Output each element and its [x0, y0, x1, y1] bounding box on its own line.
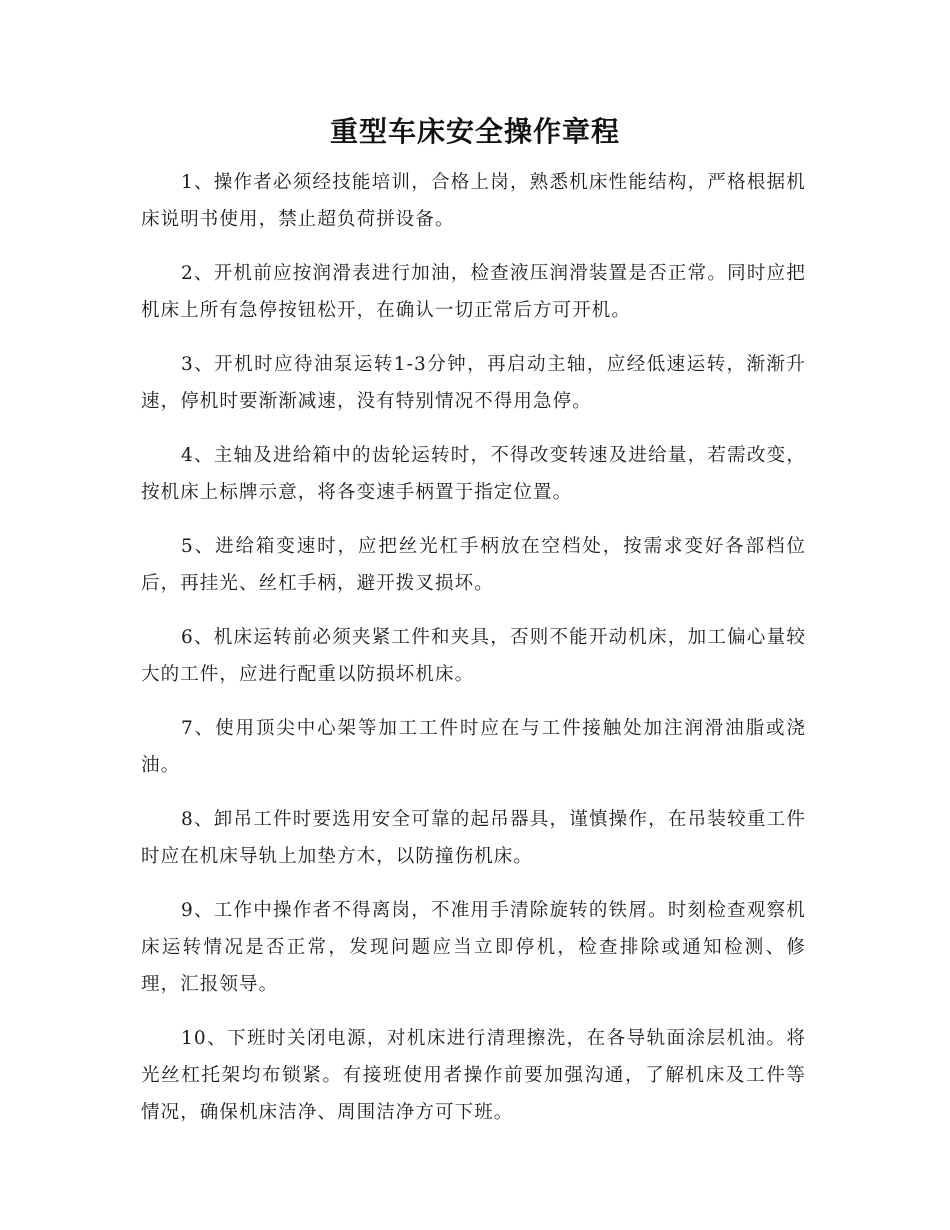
rule-paragraph-9: 9、工作中操作者不得离岗，不准用手清除旋转的铁屑。时刻检查观察机床运转情况是否正常，发现问题应当立即停机，检查排除或通知检测、修理，汇报领导。 [141, 900, 806, 995]
rule-paragraph-7: 7、使用顶尖中心架等加工工件时应在与工件接触处加注润滑油脂或浇油。 [141, 718, 806, 776]
rule-paragraph-5: 5、进给箱变速时，应把丝光杠手柄放在空档处，按需求变好各部档位后，再挂光、丝杠手柄，避开拨叉损坏。 [141, 536, 806, 594]
rule-paragraph-10: 10、下班时关闭电源，对机床进行清理擦洗，在各导轨面涂层机油。将光丝杠托架均布锁紧。有接班使用者操作前要加强沟通，了解机床及工件等情况，确保机床洁净、周围洁净方可下班。 [141, 1028, 806, 1123]
rule-paragraph-3: 3、开机时应待油泵运转1-3分钟，再启动主轴，应经低速运转，渐渐升速，停机时要渐渐减速，没有特别情况不得用急停。 [141, 354, 806, 412]
rule-paragraph-6: 6、机床运转前必须夹紧工件和夹具，否则不能开动机床，加工偏心量较大的工件，应进行配重以防损坏机床。 [141, 627, 806, 685]
rule-paragraph-8: 8、卸吊工件时要选用安全可靠的起吊器具，谨慎操作，在吊装较重工件时应在机床导轨上加垫方木，以防撞伤机床。 [141, 809, 806, 867]
rule-paragraph-1: 1、操作者必须经技能培训，合格上岗，熟悉机床性能结构，严格根据机床说明书使用，禁止超负荷拼设备。 [141, 172, 806, 230]
document-title: 重型车床安全操作章程 [329, 115, 620, 148]
rule-paragraph-2: 2、开机前应按润滑表进行加油，检查液压润滑装置是否正常。同时应把机床上所有急停按钮松开，在确认一切正常后方可开机。 [141, 263, 806, 321]
document-body [141, 164, 806, 1148]
rule-paragraph-4: 4、主轴及进给箱中的齿轮运转时，不得改变转速及进给量，若需改变，按机床上标牌示意，将各变速手柄置于指定位置。 [141, 445, 806, 503]
